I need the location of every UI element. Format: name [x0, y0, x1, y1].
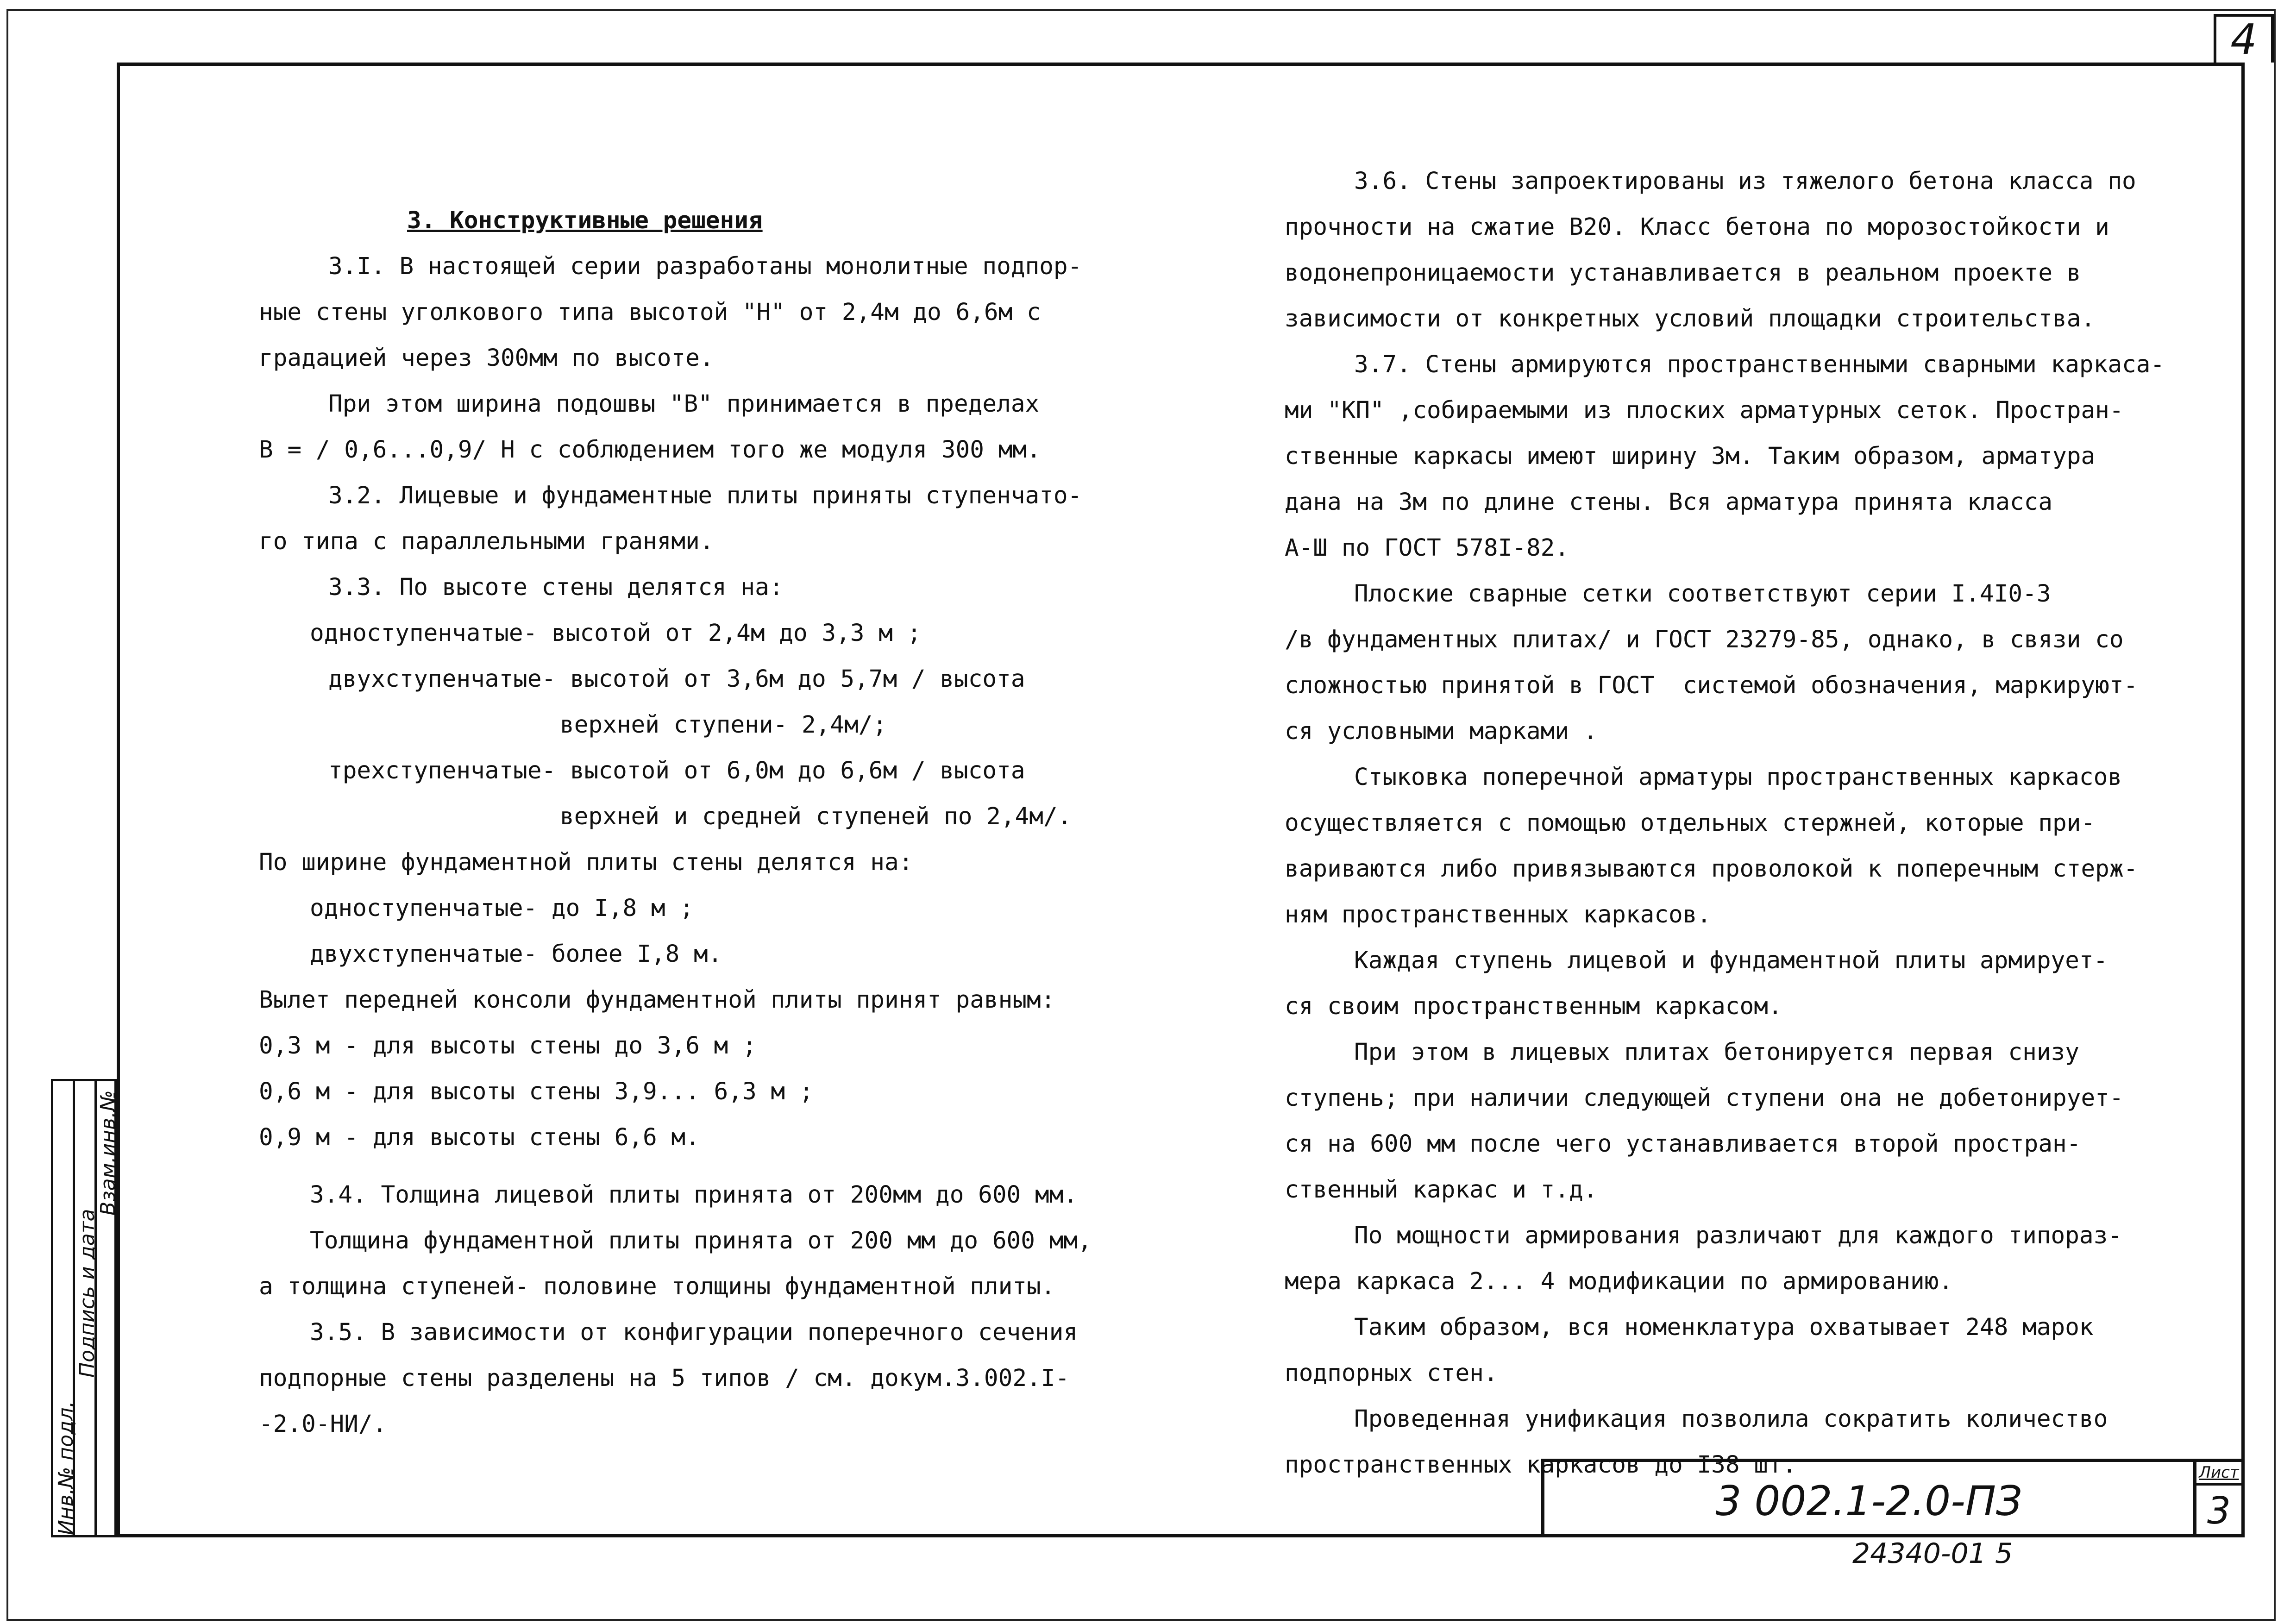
right-text-line: Проведенная унификация позволила сократить количество — [1354, 1405, 2108, 1433]
right-text-line: Каждая ступень лицевой и фундаментной плиты армирует- — [1354, 947, 2108, 974]
left-text-line: 0,3 м - для высоты стены до 3,6 м ; — [259, 1032, 757, 1060]
right-text-line: ся своим пространственным каркасом. — [1285, 993, 1782, 1020]
left-text-line: При этом ширина подошвы "В" принимается в пределах — [328, 390, 1040, 418]
right-text-line: Плоские сварные сетки соответствуют серии I.4I0-3 — [1354, 580, 2051, 608]
right-text-line: прочности на сжатие В20. Класс бетона по морозостойкости и — [1285, 213, 2109, 241]
left-text-line: По ширине фундаментной плиты стены делятся на: — [259, 849, 913, 876]
right-text-line: мера каркаса 2... 4 модификации по армированию. — [1285, 1268, 1953, 1295]
right-text-line: дана на 3м по длине стены. Вся арматура принята класса — [1285, 489, 2053, 516]
right-text-line: вариваются либо привязываются проволокой к поперечным стерж- — [1285, 855, 2138, 883]
left-text-line: а толщина ступеней- половине толщины фундаментной плиты. — [259, 1273, 1055, 1300]
left-text-line: двухступенчатые- более I,8 м. — [310, 941, 722, 968]
left-text-line: двухступенчатые- высотой от 3,6м до 5,7м / высота — [328, 665, 1025, 693]
archive-number: 24340-01 5 — [1852, 1537, 2013, 1570]
side-stamp-signature-date: Подпись и дата — [75, 1209, 99, 1378]
drawing-frame — [117, 63, 2245, 1537]
right-text-line: пространственных каркасов до I38 шт. — [1285, 1451, 1797, 1479]
right-text-line: Стыковка поперечной арматуры пространственных каркасов — [1354, 764, 2122, 791]
sheet-label: Лист — [2196, 1462, 2241, 1486]
left-text-line: -2.0-НИ/. — [259, 1411, 387, 1438]
right-text-line: подпорных стен. — [1285, 1360, 1498, 1387]
left-text-line: одноступенчатые- высотой от 2,4м до 3,3 м ; — [310, 620, 922, 647]
left-text-line: 3.3. По высоте стены делятся на: — [328, 574, 784, 601]
side-stamp — [51, 1079, 120, 1537]
right-text-line: ственный каркас и т.д. — [1285, 1176, 1598, 1204]
left-text-line: одноступенчатые- до I,8 м ; — [310, 895, 694, 922]
right-text-line: зависимости от конкретных условий площадки строительства. — [1285, 305, 2096, 332]
right-text-line: /в фундаментных плитах/ и ГОСТ 23279-85, однако, в связи со — [1285, 626, 2124, 653]
left-text-line: 0,6 м - для высоты стены 3,9... 6,3 м ; — [259, 1078, 814, 1105]
side-stamp-inv-no: Инв.№ подл. — [54, 1401, 78, 1535]
left-text-line: 3.4. Толщина лицевой плиты принята от 200мм до 600 мм. — [310, 1181, 1078, 1209]
right-text-line: ся на 600 мм после чего устанавливается второй простран- — [1285, 1130, 2081, 1158]
right-text-line: 3.7. Стены армируются пространственными сварными каркаса- — [1354, 351, 2165, 378]
left-text-line: 3.5. В зависимости от конфигурации поперечного сечения — [310, 1319, 1078, 1346]
left-text-line: 3.I. В настоящей серии разработаны монолитные подпор- — [328, 253, 1082, 280]
right-text-line: По мощности армирования различают для каждого типораз- — [1354, 1222, 2122, 1249]
left-text-line: В = / 0,6...0,9/ Н с соблюдением того же модуля 300 мм. — [259, 436, 1041, 464]
right-text-line: При этом в лицевых плитах бетонируется первая снизу — [1354, 1039, 2079, 1066]
right-text-line: Таким образом, вся номенклатура охватывает 248 марок — [1354, 1314, 2094, 1341]
left-text-line: верхней ступени- 2,4м/; — [560, 711, 887, 739]
left-text-line: Толщина фундаментной плиты принята от 200 мм до 600 мм, — [310, 1227, 1092, 1254]
left-text-line: Вылет передней консоли фундаментной плиты принят равным: — [259, 986, 1055, 1014]
title-block-code: 3 002.1-2.0-ПЗ — [1541, 1459, 2193, 1537]
left-text-line: 0,9 м - для высоты стены 6,6 м. — [259, 1124, 700, 1151]
right-text-line: ся условными марками . — [1285, 718, 1598, 745]
left-text-line: 3.2. Лицевые и фундаментные плиты приняты ступенчато- — [328, 482, 1082, 509]
right-text-line: ми "КП" ,собираемыми из плоских арматурных сеток. Простран- — [1285, 397, 2124, 424]
side-stamp-vzam-inv: Взам.инв.№ — [96, 1090, 120, 1216]
right-text-line: ням пространственных каркасов. — [1285, 901, 1712, 928]
sheet-number: 3 — [2207, 1489, 2231, 1532]
right-text-line: сложностью принятой в ГОСТ системой обозначения, маркируют- — [1285, 672, 2138, 699]
left-text-line: го типа с параллельными гранями. — [259, 528, 714, 555]
right-text-line: 3.6. Стены запроектированы из тяжелого бетона класса по — [1354, 168, 2136, 195]
right-text-column — [120, 158, 2165, 1488]
page-number-top: 4 — [2214, 14, 2274, 63]
left-text-line: 3. Конструктивные решения — [407, 207, 763, 234]
right-text-line: ственные каркасы имеют ширину 3м. Таким образом, арматура — [1285, 443, 2096, 470]
left-text-line: ные стены уголкового типа высотой "Н" от 2,4м до 6,6м с — [259, 299, 1041, 326]
left-text-line: трехступенчатые- высотой от 6,0м до 6,6м / высота — [328, 757, 1025, 784]
left-text-line: градацией через 300мм по высоте. — [259, 345, 714, 372]
sheet-number-box — [2193, 1459, 2245, 1537]
left-text-line: верхней и средней ступеней по 2,4м/. — [560, 803, 1072, 830]
right-text-line: А-Ш по ГОСТ 578I-82. — [1285, 534, 1569, 562]
left-text-line: подпорные стены разделены на 5 типов / см. докум.3.002.I- — [259, 1365, 1070, 1392]
right-text-line: осуществляется с помощью отдельных стержней, которые при- — [1285, 809, 2096, 837]
right-text-line: водонепроницаемости устанавливается в реальном проекте в — [1285, 259, 2081, 287]
right-text-line: ступень; при наличии следующей ступени она не добетонирует- — [1285, 1085, 2124, 1112]
